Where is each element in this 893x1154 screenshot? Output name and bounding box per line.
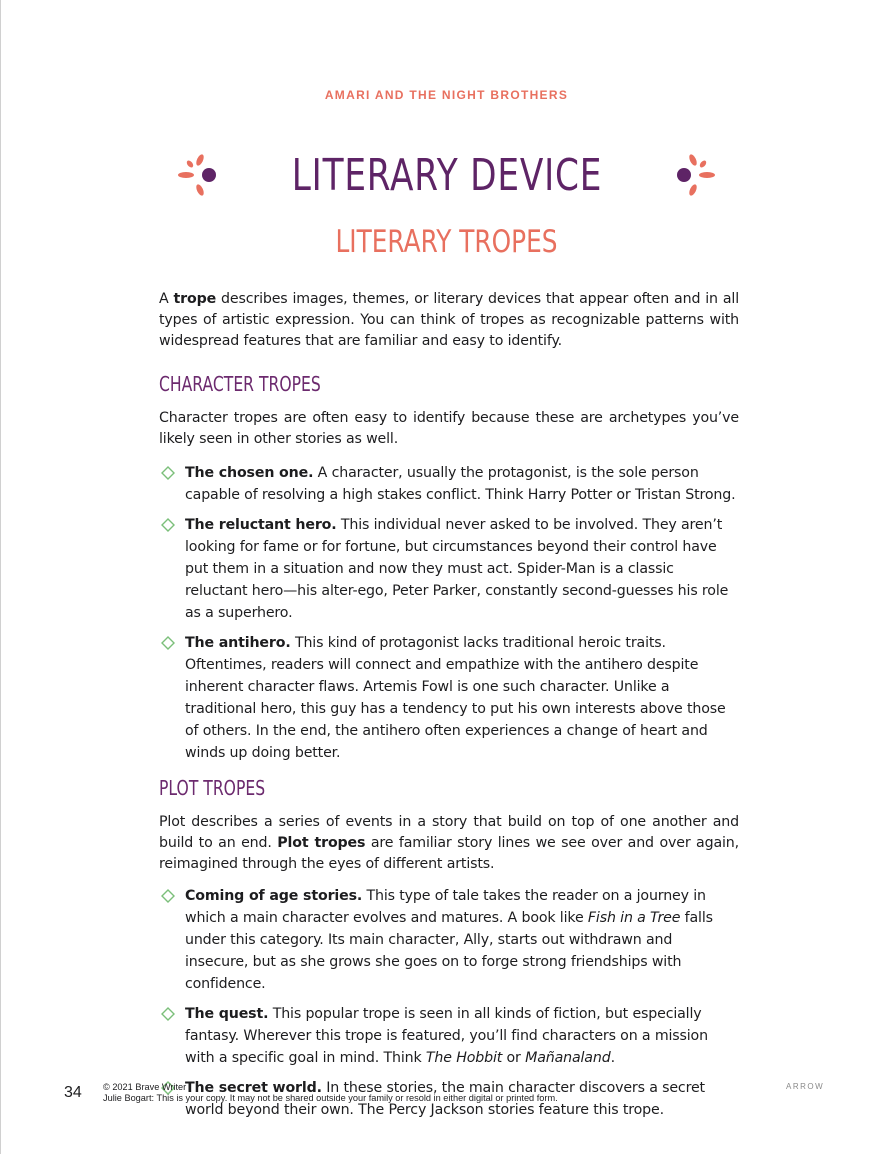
plot-tropes-intro xyxy=(159,812,739,875)
trope-term: The quest. xyxy=(185,1006,269,1022)
trope-description: This popular trope is seen in all kinds of fiction, but especially fantasy. Wherever this trope is featured, you’ll find characters on a mission with a specific goal in mind. Think xyxy=(185,1006,708,1066)
running-header: AMARI AND THE NIGHT BROTHERS xyxy=(324,88,569,102)
trope-term: The secret world. xyxy=(185,1080,322,1096)
list-item xyxy=(159,514,739,624)
diamond-bullet-icon xyxy=(161,518,175,532)
trope-description: falls under this category. Its main character, Ally, starts out withdrawn and insecure, but as she grows she goes on to forge strong friendships with confidence. xyxy=(185,910,713,992)
book-title: Mañanaland xyxy=(525,1050,611,1066)
diamond-bullet-icon xyxy=(161,636,175,650)
page-subtitle: LITERARY TROPES xyxy=(335,224,558,260)
trope-term: The antihero. xyxy=(185,635,291,651)
trope-term: The reluctant hero. xyxy=(185,517,337,533)
trope-term: The chosen one. xyxy=(185,465,314,481)
diamond-bullet-icon xyxy=(161,466,175,480)
main-content xyxy=(159,289,739,1121)
list-item xyxy=(159,885,739,995)
trope-description: In these stories, the main character discovers a secret world beyond their own. The Percy Jackson stories feature this trope. xyxy=(185,1080,705,1118)
intro-before: A xyxy=(159,291,174,307)
plot-tropes-heading: PLOT TROPES xyxy=(159,776,266,800)
trope-description: . xyxy=(610,1050,615,1066)
character-tropes-list xyxy=(159,462,739,764)
intro-after: describes images, themes, or literary devices that appear often and in all types of artistic expression. You can think of tropes as recognizable patterns with widespread features that are familiar and easy to identify. xyxy=(159,291,739,349)
trope-term: Coming of age stories. xyxy=(185,888,363,904)
intro-paragraph xyxy=(159,289,739,352)
plot-intro-term: Plot tropes xyxy=(277,835,366,851)
diamond-bullet-icon xyxy=(161,1007,175,1021)
trope-description: or xyxy=(502,1050,526,1066)
character-tropes-heading: CHARACTER TROPES xyxy=(159,372,321,396)
list-item xyxy=(159,462,739,506)
intro-term: trope xyxy=(173,291,217,307)
title-row xyxy=(0,140,893,210)
plot-intro-after: are familiar story lines we see over and over again, reimagined through the eyes of different artists. xyxy=(159,835,739,872)
copyright-line: © 2021 Brave Writer xyxy=(103,1082,187,1092)
page-title: LITERARY DEVICE xyxy=(291,149,602,201)
diamond-bullet-icon xyxy=(161,889,175,903)
right-burst-ornament-icon xyxy=(671,150,721,200)
page-number: 34 xyxy=(64,1084,82,1101)
footer-notice xyxy=(103,1082,558,1104)
list-item xyxy=(159,632,739,764)
character-tropes-intro: Character tropes are often easy to identify because these are archetypes you’ve likely seen in other stories as well. xyxy=(159,410,739,447)
book-title: The Hobbit xyxy=(425,1050,503,1066)
trope-description: This kind of protagonist lacks traditional heroic traits. Oftentimes, readers will connect and empathize with the antihero despite inherent character flaws. Artemis Fowl is one such character. Unlike a traditional hero, this guy has a tendency to put his own interests above those of others. In the end, the antihero often experiences a change of heart and winds up doing better. xyxy=(185,635,726,761)
list-item xyxy=(159,1003,739,1069)
trope-description: This individual never asked to be involved. They aren’t looking for fame or for fortune, but circumstances beyond their control have put them in a situation and now they must act. Spider-Man is a classic reluctant hero—his alter-ego, Peter Parker, constantly second-guesses his role as a superhero. xyxy=(185,517,729,621)
trope-description: This type of tale takes the reader on a journey in which a main character evolves and matures. A book like xyxy=(185,888,706,926)
license-line: Julie Bogart: This is your copy. It may not be shared outside your family or resold in either digital or printed form. xyxy=(103,1093,558,1103)
plot-intro-before: Plot describes a series of events in a story that build on top of one another and build to an end. xyxy=(159,814,739,851)
book-title: Fish in a Tree xyxy=(587,910,681,926)
trope-description: A character, usually the protagonist, is the sole person capable of resolving a high stakes conflict. Think Harry Potter or Tristan Strong. xyxy=(185,465,736,503)
brand-logo: ARROW xyxy=(786,1082,825,1091)
left-burst-ornament-icon xyxy=(172,150,222,200)
